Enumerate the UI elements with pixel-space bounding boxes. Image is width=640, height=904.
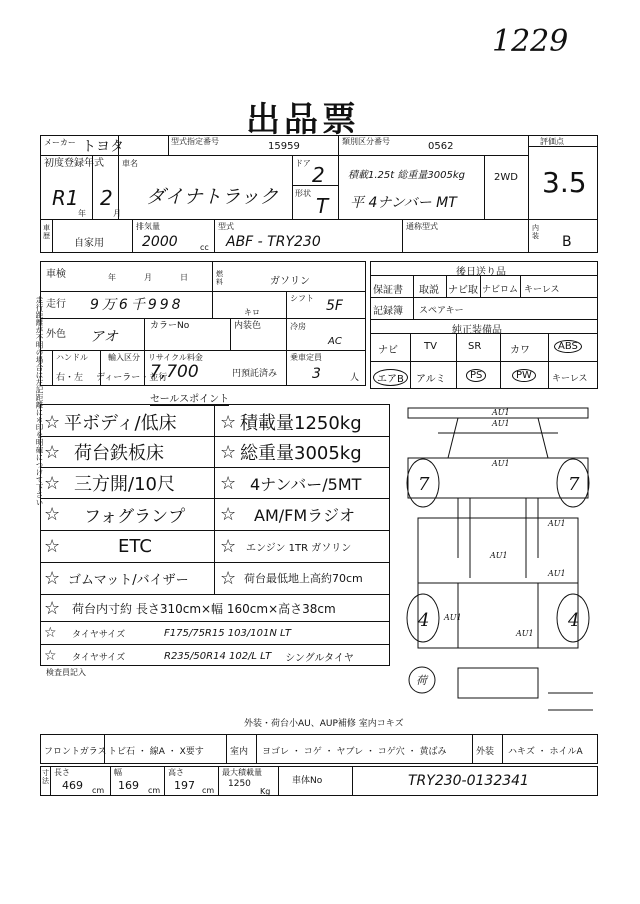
- length-unit: cm: [92, 786, 105, 795]
- windshield-label: フロントガラス: [44, 747, 107, 757]
- maker-value: トヨタ: [82, 139, 124, 155]
- sales-row-tire1: [44, 623, 386, 643]
- import-label: 輸入区分: [108, 353, 140, 362]
- damage-mark: 荷: [416, 674, 427, 687]
- damage-mark: AU1: [548, 519, 566, 528]
- sales-point: 三方開/10尺: [74, 474, 175, 495]
- damage-mark: AU1: [492, 419, 510, 428]
- model-value: ABF - TRY230: [226, 234, 321, 250]
- star-icon: ☆: [44, 535, 61, 557]
- page-title: 出品票: [246, 100, 360, 140]
- sales-row-tire2: [44, 646, 386, 666]
- after-doc-keyless: キーレス: [524, 285, 560, 295]
- star-icon: ☆: [220, 567, 237, 589]
- length-label: 長さ: [54, 768, 70, 777]
- tire1-value: F175/75R15 103/101N LT: [164, 627, 291, 639]
- recycle-value: 7,700: [150, 362, 199, 382]
- handwritten-lot-number: 1229: [492, 24, 569, 59]
- sales-point: ゴムマット/バイザー: [68, 572, 189, 588]
- sales-row-dims: [44, 597, 386, 619]
- equip-navi: ナビ: [378, 345, 398, 356]
- after-doc-spare-key: スペアキー: [419, 306, 464, 316]
- damage-mark: AU1: [492, 408, 510, 417]
- common-model-label: 通称型式: [406, 222, 438, 231]
- displacement-value: 2000: [142, 234, 178, 250]
- star-icon: ☆: [44, 567, 61, 589]
- capacity-label: 乗車定員: [290, 353, 322, 362]
- shaken-day: 日: [180, 273, 188, 282]
- category-no-label: 類別区分番号: [342, 137, 390, 146]
- month-label: 月: [113, 209, 121, 218]
- vin-label: 車体No: [292, 776, 323, 786]
- vin-value: TRY230-0132341: [408, 773, 529, 789]
- sales-point: AM/FMラジオ: [254, 505, 356, 525]
- equip-sr: SR: [468, 341, 482, 352]
- star-icon: ☆: [220, 535, 237, 557]
- after-doc-navi-rom: ナビロム: [482, 285, 519, 295]
- sales-point: 荷台最低地上高約70cm: [244, 572, 363, 585]
- damage-mark: 7: [418, 474, 430, 495]
- room-label: 室内: [230, 747, 249, 757]
- capacity-value: 3: [312, 366, 321, 382]
- displacement-label: 排気量: [136, 222, 160, 231]
- sales-point: 総重量3005kg: [240, 443, 362, 464]
- damage-note: 外装・荷台小AU、AUP補修 室内コキズ: [244, 719, 404, 729]
- era-value: R1: [52, 186, 79, 210]
- windshield-value: トビ石 ・ 線A ・ X要す: [108, 747, 204, 757]
- max-load-label: 最大積載量: [222, 768, 262, 777]
- score-label: 評価点: [540, 137, 564, 146]
- sales-row-3: [44, 469, 386, 497]
- width-label: 幅: [114, 768, 122, 777]
- equip-abs: ABS: [554, 340, 582, 353]
- equip-pw: PW: [512, 369, 536, 382]
- car-name-label: 車名: [122, 159, 138, 168]
- sales-row-6: [44, 564, 386, 592]
- model-no-value: 15959: [268, 141, 300, 152]
- doors-value: 2: [312, 163, 325, 187]
- cc-label: cc: [200, 243, 209, 252]
- category-no-value: 0562: [428, 141, 454, 152]
- sales-point: エンジン 1TR ガソリン: [246, 542, 352, 554]
- fuel-label: 燃料: [216, 270, 223, 286]
- use-label: 車歴: [43, 224, 50, 240]
- handle-value: 右・左: [56, 373, 84, 383]
- equipment-title: 純正装備品: [452, 325, 502, 336]
- mileage-label: 走行: [46, 299, 66, 310]
- equip-ps: PS: [466, 369, 486, 382]
- car-name-value: ダイナトラック: [146, 186, 279, 208]
- shaken-month: 月: [144, 273, 152, 282]
- star-icon: ☆: [44, 503, 61, 525]
- sales-point: 荷台鉄板床: [74, 443, 164, 464]
- length-value: 469: [62, 779, 83, 792]
- height-value: 197: [174, 779, 195, 792]
- int-color-label: 内装色: [234, 321, 262, 331]
- equip-keyless: キーレス: [552, 374, 588, 384]
- damage-mark: AU1: [516, 629, 534, 638]
- interior-label: 内装: [532, 224, 539, 240]
- max-load-unit: Kg: [260, 787, 271, 796]
- star-icon: ☆: [44, 648, 57, 664]
- sales-point: 平ボディ/低床: [64, 413, 177, 434]
- star-icon: ☆: [44, 625, 57, 641]
- tire2-label: タイヤサイズ: [72, 652, 126, 663]
- sales-row-2: [44, 438, 386, 466]
- star-icon: ☆: [44, 411, 61, 433]
- star-icon: ☆: [44, 472, 61, 494]
- shaken-year: 年: [108, 273, 116, 282]
- equip-leather: カワ: [510, 345, 530, 356]
- height-label: 高さ: [168, 768, 184, 777]
- color-value: アオ: [90, 329, 118, 345]
- size-label: 寸法: [42, 769, 49, 785]
- tire2-value: R235/50R14 102/L LT: [164, 650, 272, 662]
- sales-row-5: [44, 532, 386, 560]
- shift-value: 5F: [326, 298, 343, 314]
- equip-alloy: アルミ: [416, 374, 446, 385]
- damage-mark: 4: [568, 610, 580, 631]
- damage-mark: 4: [418, 610, 430, 631]
- star-icon: ☆: [220, 472, 237, 494]
- shape-value: T: [316, 194, 329, 218]
- exterior-label: 外装: [476, 747, 495, 757]
- after-doc-navi-manual: ナビ取: [448, 285, 478, 296]
- damage-mark: AU1: [492, 459, 510, 468]
- after-docs-title: 後日送り品: [456, 267, 506, 278]
- ac-value: AC: [328, 336, 342, 347]
- damage-mark: AU1: [444, 613, 462, 622]
- star-icon: ☆: [220, 411, 237, 433]
- equip-tv: TV: [424, 341, 437, 352]
- sales-row-1: [44, 408, 386, 436]
- color-no-label: カラーNo: [150, 321, 190, 331]
- damage-mark: AU1: [548, 569, 566, 578]
- star-icon: ☆: [44, 597, 61, 619]
- sales-point: ETC: [118, 535, 152, 557]
- sales-point: フォグランプ: [84, 506, 186, 527]
- side-mileage-note: 走行距離が不明の場合は左記距離に＊印を明確につけて下さい: [35, 296, 44, 506]
- year-label: 年: [78, 209, 86, 218]
- damage-mark: 7: [568, 474, 580, 495]
- recycle-note: 円預託済み: [232, 369, 278, 379]
- tire1-label: タイヤサイズ: [72, 629, 126, 640]
- maker-label: メーカー: [44, 138, 76, 147]
- sales-row-4: [44, 500, 386, 528]
- mileage-value: 9万6千998: [90, 297, 184, 313]
- shape-label: 形状: [295, 189, 311, 198]
- star-icon: ☆: [44, 441, 61, 463]
- interior-value: B: [562, 234, 572, 250]
- width-value: 169: [118, 779, 139, 792]
- sales-points-title: セールスポイント: [150, 390, 229, 406]
- sales-point: 積載量1250kg: [240, 413, 362, 434]
- exterior-value: ハキズ ・ ホイルA: [508, 747, 583, 757]
- color-label: 外色: [46, 329, 66, 340]
- handle-label: ハンドル: [56, 353, 88, 362]
- damage-mark: AU1: [490, 551, 508, 560]
- import-value: ディーラー・並行: [96, 373, 168, 383]
- doors-label: ドア: [295, 159, 311, 168]
- truck-diagram: [398, 398, 598, 718]
- spec-value: 積載1.25t 総重量3005kg: [348, 170, 465, 181]
- after-doc-records: 記録簿: [373, 306, 403, 317]
- after-doc-warranty: 保証書: [373, 285, 403, 296]
- sales-point: 4ナンバー/5MT: [250, 474, 362, 494]
- spec2-value: 平 4ナンバー MT: [350, 195, 457, 211]
- km-label: キロ: [244, 308, 260, 317]
- capacity-unit: 人: [350, 373, 360, 383]
- star-icon: ☆: [220, 441, 237, 463]
- model-no-label: 型式指定番号: [171, 137, 219, 146]
- ac-label: 冷房: [290, 322, 306, 331]
- height-unit: cm: [202, 786, 215, 795]
- recycle-label: リサイクル料金: [148, 353, 203, 362]
- room-value: ヨゴレ ・ コゲ ・ ヤブレ ・ コゲ穴 ・ 黄ばみ: [262, 747, 447, 757]
- drive-value: 2WD: [494, 172, 518, 183]
- equip-airbag: エアB: [373, 369, 408, 386]
- inspector-label: 検査員記入: [46, 668, 86, 677]
- sales-dims: 荷台内寸約 長さ310cm×幅 160cm×高さ38cm: [72, 601, 336, 616]
- tire2-note: シングルタイヤ: [285, 652, 354, 664]
- use-value: 自家用: [74, 238, 104, 249]
- fuel-value: ガソリン: [270, 276, 310, 287]
- model-label: 型式: [218, 222, 234, 231]
- max-load-value: 1250: [228, 779, 251, 789]
- score-value: 3.5: [542, 166, 587, 199]
- width-unit: cm: [148, 786, 161, 795]
- shaken-label: 車検: [46, 269, 66, 280]
- star-icon: ☆: [220, 503, 237, 525]
- first-reg-label: 初度登録年式: [44, 158, 104, 169]
- after-doc-manual: 取説: [419, 285, 439, 296]
- shift-label: シフト: [290, 294, 314, 303]
- year-value: 2: [100, 186, 113, 210]
